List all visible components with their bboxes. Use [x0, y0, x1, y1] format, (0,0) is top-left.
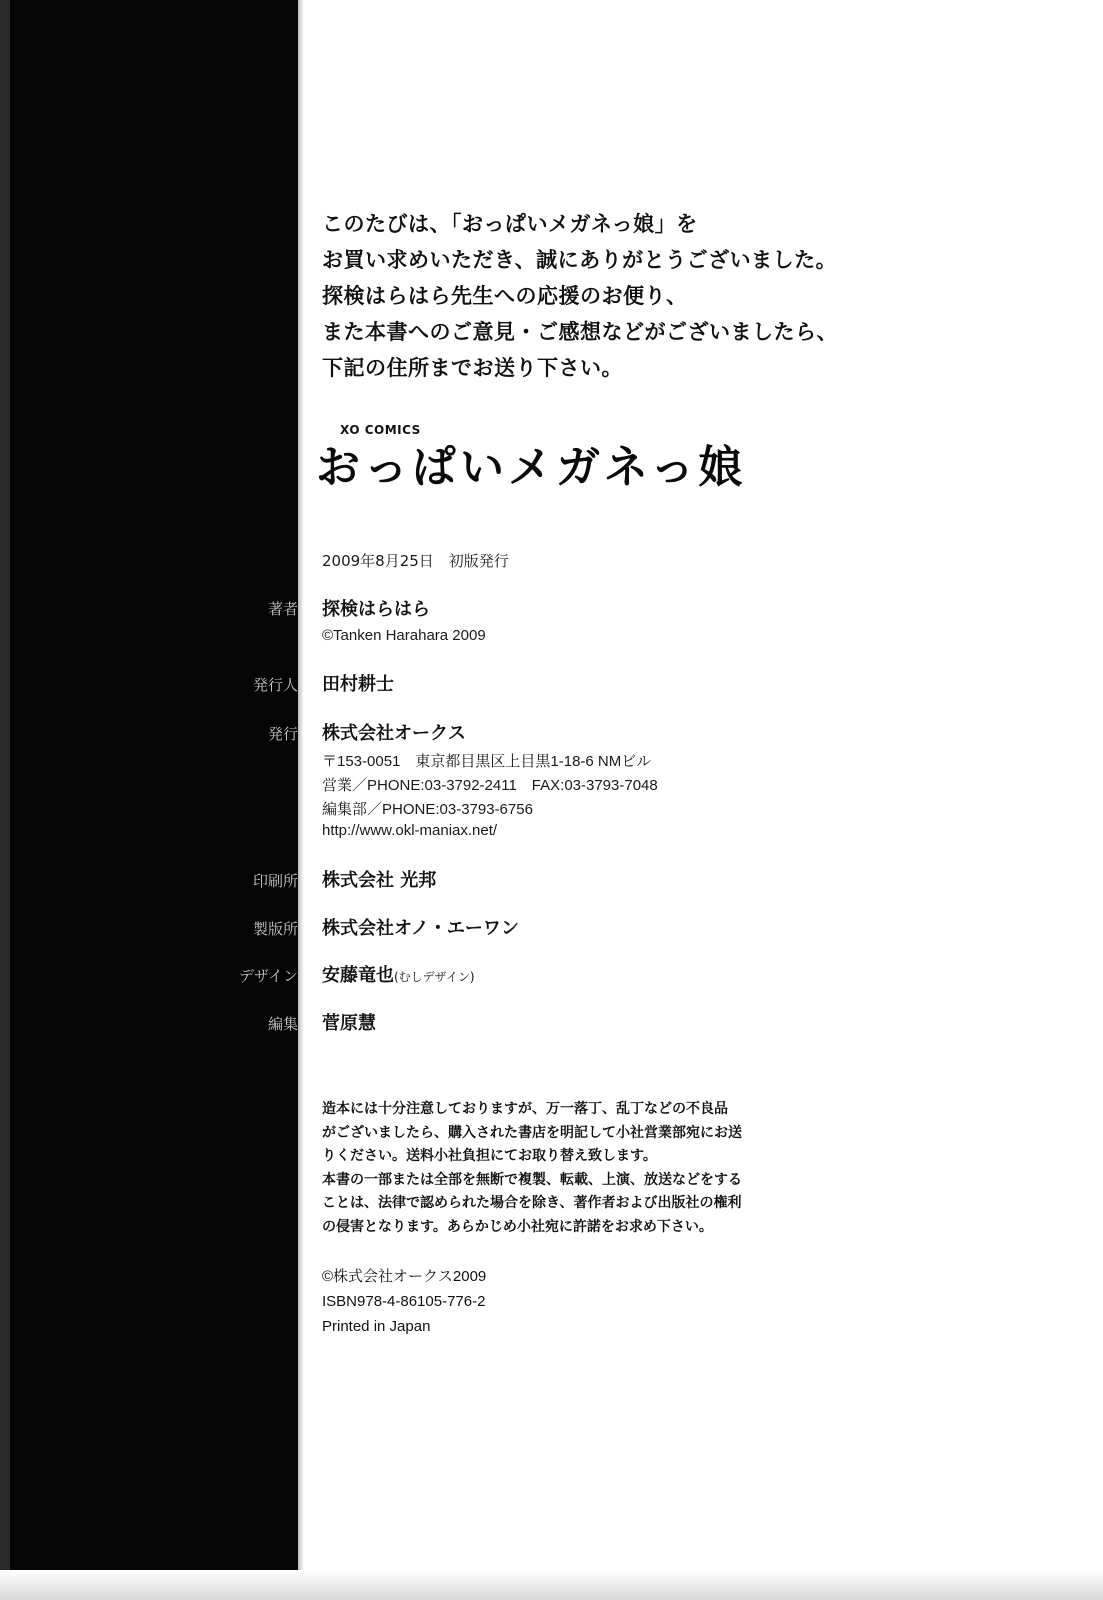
notice-line: がございましたら、購入された書店を明記して小社営業部宛にお送: [322, 1124, 742, 1141]
legal-notice: [322, 1098, 742, 1239]
book-title: おっぱいメガネっ娘: [316, 442, 747, 493]
publisher-url: http://www.okl-maniax.net/: [322, 822, 498, 839]
intro-message: [322, 206, 838, 386]
designer-name: [322, 961, 475, 987]
printer-label: 印刷所: [252, 872, 298, 890]
sales-phone: 営業／PHONE:03-3792-2411 FAX:03-3793-7048: [322, 777, 658, 794]
series-label: XO COMICS: [340, 423, 421, 437]
publisher-person-label: 発行人: [252, 676, 298, 694]
isbn-line: ISBN978-4-86105-776-2: [322, 1293, 486, 1310]
notice-line: ことは、法律で認められた場合を除き、著作者および出版社の権利: [322, 1195, 742, 1211]
author-name: 探検はらはら: [322, 599, 430, 620]
colophon: [322, 1264, 486, 1339]
black-spine-margin: [0, 0, 298, 1600]
edition-date: 2009年8月25日 初版発行: [322, 552, 509, 570]
intro-line: 探検はらはら先生への応援のお便り、: [322, 284, 688, 308]
notice-line: の侵害となります。あらかじめ小社宛に許諾をお求め下さい。: [322, 1218, 713, 1235]
printed-in-line: Printed in Japan: [322, 1318, 431, 1335]
notice-line: 造本には十分注意しておりますが、万一落丁、乱丁などの不良品: [322, 1101, 728, 1117]
spine-edge: [0, 0, 10, 1600]
editorial-phone: 編集部／PHONE:03-3793-6756: [322, 801, 533, 818]
notice-line: りください。送料小社負担にてお取り替え致します。: [322, 1148, 657, 1164]
design-label: デザイン: [239, 967, 298, 985]
copyright-line: ©株式会社オークス2009: [322, 1268, 487, 1285]
publisher-name: 株式会社オークス: [322, 723, 466, 744]
intro-line: お買い求めいただき、誠にありがとうございました。: [322, 248, 838, 272]
bottom-edge-shadow: [0, 1570, 1103, 1600]
intro-line: 下記の住所までお送り下さい。: [322, 356, 623, 380]
publisher-address: 〒153-0051 東京都目黒区上目黒1-18-6 NMビル: [322, 753, 652, 770]
author-copyright: ©Tanken Harahara 2009: [322, 627, 486, 644]
designer-studio: (むしデザイン): [394, 970, 475, 984]
notice-line: 本書の一部または全部を無断で複製、転載、上演、放送などをする: [322, 1171, 742, 1188]
platemaker-label: 製版所: [252, 920, 298, 938]
editor-label: 編集: [267, 1015, 298, 1033]
publisher-label: 発行: [267, 725, 298, 743]
intro-line: また本書へのご意見・ご感想などがございましたら、: [322, 320, 838, 344]
designer: 安藤竜也: [322, 965, 394, 986]
publisher-person-name: 田村耕士: [322, 674, 394, 695]
editor-name: 菅原慧: [322, 1013, 376, 1034]
platemaker-name: 株式会社オノ・エーワン: [322, 918, 519, 939]
printer-name: 株式会社 光邦: [322, 870, 437, 891]
intro-line: このたびは、「おっぱいメガネっ娘」を: [322, 212, 698, 236]
author-label: 著者: [267, 600, 298, 618]
spine-shadow: [298, 0, 304, 1600]
